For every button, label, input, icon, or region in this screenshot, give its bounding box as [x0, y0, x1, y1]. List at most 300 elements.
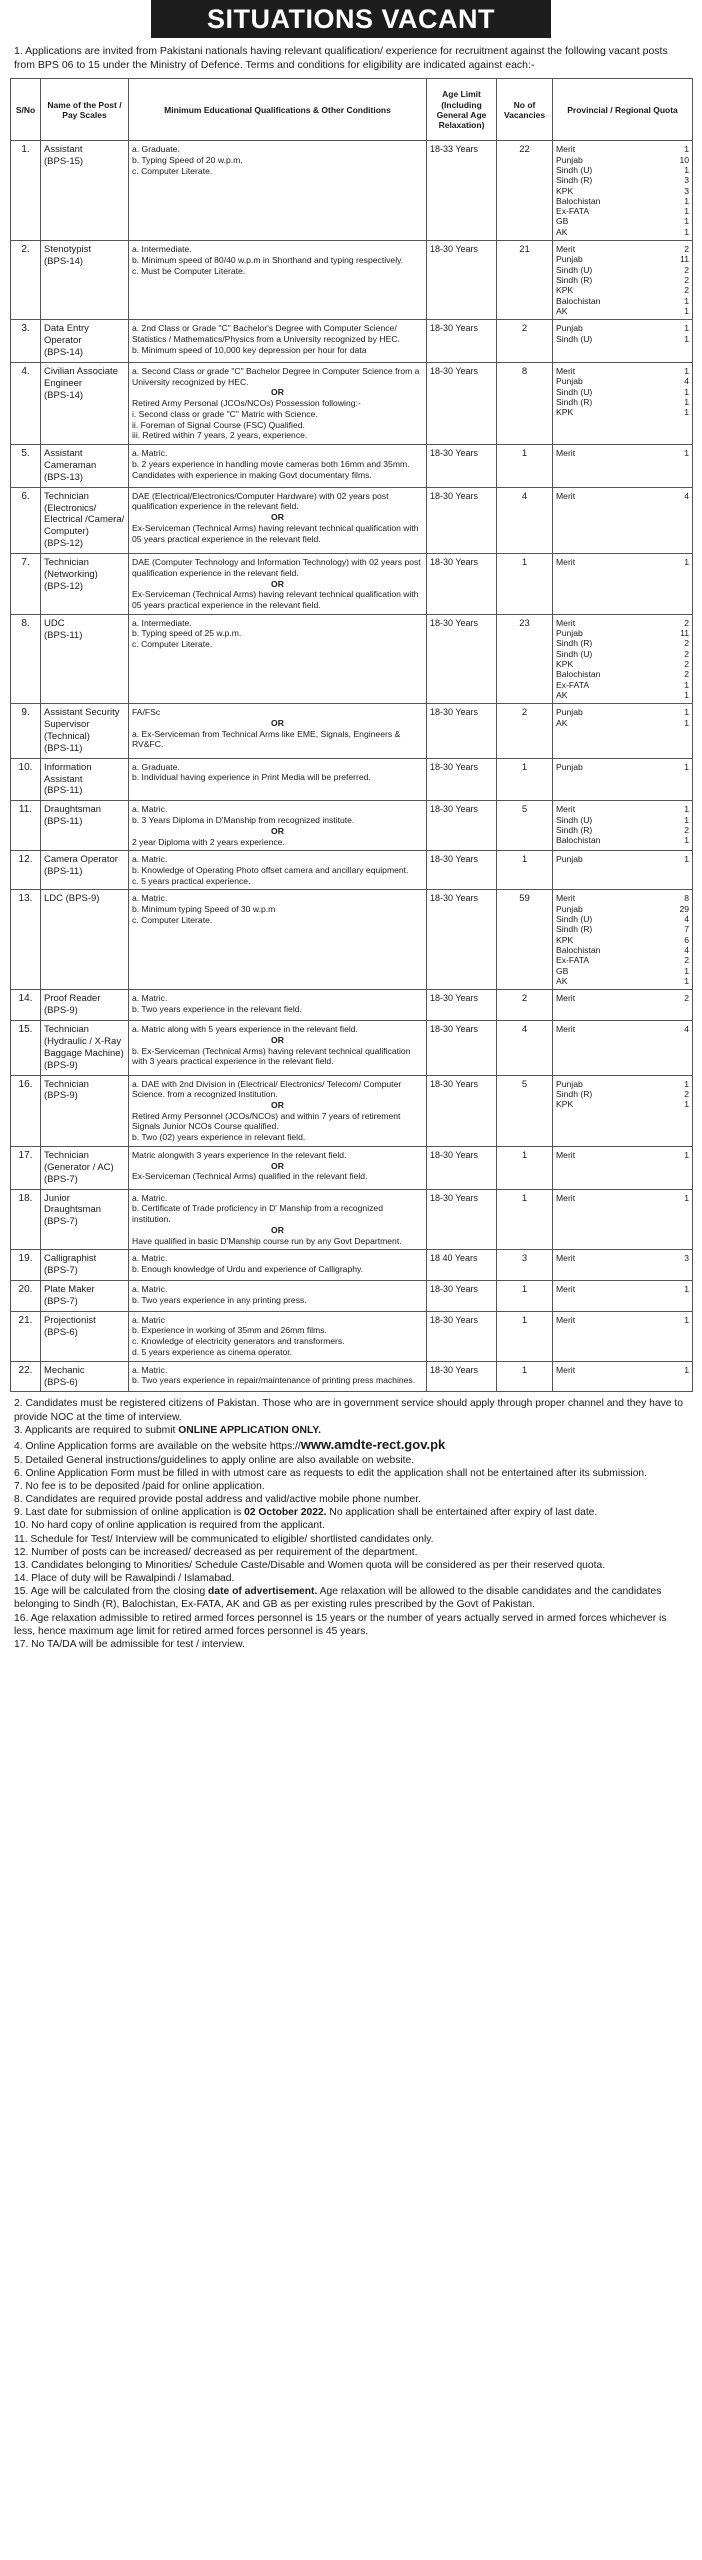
- qualification-line: c. Must be Computer Literate.: [132, 265, 246, 276]
- post-name: Projectionist: [44, 1314, 96, 1326]
- last-date: 02 October 2022.: [244, 1507, 327, 1519]
- quota-region: Balochistan: [556, 669, 601, 680]
- quota-count: 1: [684, 1192, 689, 1203]
- qualification-line: Matric alongwith 3 years experience In the relevant field.: [132, 1149, 347, 1160]
- quota-count: 1: [684, 333, 689, 344]
- qualification-line: a. Matric.: [132, 1253, 168, 1264]
- qualification-line: b. Minimum typing Speed of 30 w.p.m: [132, 904, 276, 915]
- qualifications-cell: [129, 614, 427, 704]
- quota-region: Punjab: [556, 1078, 583, 1089]
- qualification-line: Ex-Serviceman (Technical Arms) qualified in the relevant field.: [132, 1171, 368, 1182]
- table-row: [11, 1250, 693, 1281]
- quota-count: 4: [684, 1024, 689, 1035]
- quota-entry: [556, 1365, 689, 1375]
- vacancy-count: 1: [497, 758, 553, 801]
- header-qualifications: Minimum Educational Qualifications & Other Conditions: [129, 79, 427, 141]
- qualification-line: i. Second class or grade "C" Matric with Science.: [132, 408, 318, 419]
- vacancy-count: 1: [497, 1189, 553, 1250]
- quota-region: KPK: [556, 407, 574, 418]
- quota-entry: [556, 144, 689, 154]
- age-limit: 18-30 Years: [427, 851, 497, 890]
- table-row: [11, 1021, 693, 1076]
- quota-count: 1: [684, 804, 689, 815]
- quota-region: GB: [556, 216, 569, 227]
- qualification-line: b. Typing Speed of 20 w.p.m.: [132, 155, 243, 166]
- quota-region: Ex-FATA: [556, 679, 590, 690]
- qualification-line: b. Typing speed of 25 w.p.m.: [132, 628, 242, 639]
- quota-region: Sindh (U): [556, 814, 593, 825]
- age-limit: 18-30 Years: [427, 487, 497, 553]
- quota-count: 29: [679, 903, 689, 914]
- post-name-cell: [41, 1021, 129, 1076]
- term-17: 17. No TA/DA will be admissible for test / interview.: [14, 1638, 245, 1650]
- qualification-line: Retired Army Personnel (JCOs/NCOs) and within 7 years of retirement Signals Junior NCOs Course qualified.: [132, 1110, 401, 1132]
- vacancy-table: [10, 78, 693, 1392]
- qualifications-cell: [129, 1189, 427, 1250]
- quota-region: AK: [556, 226, 568, 237]
- pay-scale: (BPS-11): [44, 785, 83, 797]
- quota-count: 1: [684, 195, 689, 206]
- quota-count: 1: [684, 679, 689, 690]
- quota-region: Sindh (R): [556, 396, 593, 407]
- qualification-line: 2 year Diploma with 2 years experience.: [132, 836, 285, 847]
- age-limit: 18-30 Years: [427, 1361, 497, 1392]
- qualification-line: a. Intermediate.: [132, 244, 192, 255]
- quota-cell: [553, 890, 693, 990]
- quota-region: AK: [556, 975, 568, 986]
- quota-entry: [556, 893, 689, 903]
- post-name: Information Assistant: [44, 761, 92, 785]
- quota-region: Merit: [556, 1253, 576, 1264]
- quota-entry: [556, 993, 689, 1003]
- age-limit: 18-30 Years: [427, 758, 497, 801]
- vacancy-count: 2: [497, 704, 553, 759]
- post-name-cell: [41, 758, 129, 801]
- age-limit: 18-30 Years: [427, 1146, 497, 1189]
- qualifications-cell: [129, 141, 427, 241]
- quota-count: 1: [684, 1099, 689, 1110]
- quota-count: 1: [684, 396, 689, 407]
- term-8: 8. Candidates are required provide postal address and valid/active mobile phone number.: [14, 1494, 421, 1506]
- quota-count: 1: [684, 1284, 689, 1294]
- quota-entry: [556, 955, 689, 965]
- quota-entry: [556, 397, 689, 407]
- vacancy-count: 1: [497, 1281, 553, 1312]
- quota-region: Merit: [556, 617, 576, 628]
- vacancy-count: 1: [497, 1146, 553, 1189]
- qualification-line: a. Graduate.: [132, 761, 180, 772]
- serial-number: 20.: [11, 1281, 41, 1312]
- quota-region: Merit: [556, 993, 576, 1004]
- quota-count: 1: [684, 1078, 689, 1089]
- serial-number: 6.: [11, 487, 41, 553]
- qualifications-cell: [129, 1146, 427, 1189]
- header-vacancies: No of Vacancies: [497, 79, 553, 141]
- post-name-cell: [41, 141, 129, 241]
- quota-count: 4: [684, 914, 689, 925]
- qualification-line: a. Matric.: [132, 804, 168, 815]
- quota-region: Merit: [556, 365, 576, 376]
- post-name-cell: [41, 320, 129, 363]
- qualification-line: a. Matric.: [132, 448, 168, 459]
- age-limit: 18-30 Years: [427, 890, 497, 990]
- qualification-line: b. 2 years experience in handling movie cameras both 16mm and 35mm. Candidates with experience in making Govt documentary films.: [132, 458, 410, 480]
- term-15: 15. Age will be calculated from the closing date of advertisement. Age relaxation will be allowed to the disable candidates and the candidates belonging to Sindh (R), Balochistan, Ex-FATA, AK and GB as per existing rules prescribed by the Govt of Pakistan.: [14, 1586, 662, 1611]
- vacancy-count: 1: [497, 1361, 553, 1392]
- qualification-line: b. Two years experience in repair/maintenance of printing press machines.: [132, 1375, 416, 1386]
- online-only-notice: ONLINE APPLICATION ONLY.: [178, 1424, 321, 1436]
- qualification-line: a. Matric.: [132, 1284, 168, 1294]
- header-quota: Provincial / Regional Quota: [553, 79, 693, 141]
- post-name-cell: [41, 241, 129, 320]
- serial-number: 18.: [11, 1189, 41, 1250]
- qualification-line: FA/FSc: [132, 707, 161, 718]
- pay-scale: (BPS-9): [44, 1090, 78, 1102]
- quota-entry: [556, 407, 689, 417]
- quota-entry: [556, 387, 689, 397]
- quota-count: 2: [684, 264, 689, 275]
- quota-region: Sindh (U): [556, 264, 593, 275]
- post-name-cell: [41, 1281, 129, 1312]
- quota-count: 4: [684, 490, 689, 501]
- quota-region: Sindh (R): [556, 824, 593, 835]
- post-name: Stenotypist: [44, 244, 91, 256]
- quota-count: 4: [684, 945, 689, 956]
- age-limit: 18-30 Years: [427, 362, 497, 444]
- pay-scale: (BPS-13): [44, 471, 84, 483]
- qualification-line: c. Computer Literate.: [132, 639, 213, 650]
- quota-count: 1: [684, 226, 689, 237]
- table-header-row: [11, 79, 693, 141]
- post-name-cell: [41, 362, 129, 444]
- qualification-line: c. Knowledge of electricity generators and transformers.: [132, 1336, 345, 1347]
- post-name: Technician (Networking): [44, 557, 98, 580]
- or-separator: OR: [271, 387, 284, 398]
- quota-count: 6: [684, 934, 689, 945]
- quota-region: AK: [556, 305, 568, 316]
- quota-entry: [556, 296, 689, 306]
- post-name: Civilian Associate Engineer: [44, 365, 118, 389]
- qualifications-cell: [129, 890, 427, 990]
- quota-region: Punjab: [556, 254, 583, 265]
- post-name: Draughtsman: [44, 804, 102, 816]
- quota-count: 1: [684, 965, 689, 976]
- quota-entry: [556, 904, 689, 914]
- pay-scale: (BPS-11): [44, 866, 83, 878]
- quota-count: 1: [684, 386, 689, 397]
- quota-entry: [556, 165, 689, 175]
- age-limit: 18-30 Years: [427, 704, 497, 759]
- or-separator: OR: [271, 825, 284, 836]
- qualification-line: b. Ex-Serviceman (Technical Arms) having relevant technical qualification with 3 years practical experience in the relevant field.: [132, 1045, 411, 1067]
- quota-entry: [556, 804, 689, 814]
- table-row: [11, 1361, 693, 1392]
- qualification-line: b. Individual having experience in Print Media will be preferred.: [132, 772, 371, 783]
- post-name-cell: [41, 554, 129, 615]
- quota-count: 1: [684, 717, 689, 728]
- intro-paragraph: 1. Applications are invited from Pakistani nationals having relevant qualification/ experience for recruitment against the following vacant posts from BPS 06 to 15 under the Ministry of Defence. Terms and conditions for eligibility are indicated against each:-: [14, 45, 668, 71]
- quota-region: AK: [556, 689, 568, 700]
- quota-region: Sindh (U): [556, 164, 593, 175]
- quota-entry: [556, 854, 689, 864]
- quota-region: Sindh (U): [556, 386, 593, 397]
- age-limit: 18-30 Years: [427, 1075, 497, 1146]
- serial-number: 11.: [11, 801, 41, 851]
- serial-number: 15.: [11, 1021, 41, 1076]
- qualifications-cell: [129, 1281, 427, 1312]
- post-name-cell: [41, 1250, 129, 1281]
- age-limit: 18-30 Years: [427, 554, 497, 615]
- vacancy-count: 1: [497, 445, 553, 488]
- post-name-cell: [41, 990, 129, 1021]
- vacancy-count: 5: [497, 801, 553, 851]
- post-name: Junior Draughtsman: [44, 1192, 102, 1216]
- quota-region: KPK: [556, 1099, 574, 1110]
- table-row: [11, 851, 693, 890]
- or-separator: OR: [271, 1034, 284, 1045]
- post-name-cell: [41, 704, 129, 759]
- or-separator: OR: [271, 1160, 284, 1171]
- quota-entry: [556, 275, 689, 285]
- qualification-line: Ex-Serviceman (Technical Arms) having relevant technical qualification with 05 years practical experience in the relevant field.: [132, 522, 419, 544]
- quota-region: KPK: [556, 934, 574, 945]
- quota-entry: [556, 216, 689, 226]
- quota-count: 1: [684, 557, 689, 568]
- qualifications-cell: [129, 1021, 427, 1076]
- quota-entry: [556, 659, 689, 669]
- quota-count: 2: [684, 648, 689, 659]
- vacancy-count: 1: [497, 554, 553, 615]
- header-post: Name of the Post / Pay Scales: [41, 79, 129, 141]
- pay-scale: (BPS-11): [44, 816, 83, 828]
- vacancy-count: 1: [497, 851, 553, 890]
- quota-region: AK: [556, 717, 568, 728]
- quota-region: Merit: [556, 244, 576, 255]
- quota-entry: [556, 707, 689, 717]
- quota-entry: [556, 976, 689, 986]
- serial-number: 1.: [11, 141, 41, 241]
- age-limit: 18-30 Years: [427, 445, 497, 488]
- quota-count: 1: [684, 689, 689, 700]
- qualifications-cell: [129, 1361, 427, 1392]
- quota-region: Punjab: [556, 903, 583, 914]
- qualifications-cell: [129, 487, 427, 553]
- qualification-line: b. Two years experience in the relevant field.: [132, 1004, 302, 1015]
- vacancy-count: 59: [497, 890, 553, 990]
- quota-region: Merit: [556, 1314, 576, 1325]
- pay-scale: (BPS-14): [44, 389, 84, 401]
- post-name: Assistant: [44, 144, 83, 156]
- vacancy-count: 4: [497, 487, 553, 553]
- quota-entry: [556, 1253, 689, 1263]
- qualification-line: b. Enough knowledge of Urdu and experience of Calligraphy.: [132, 1263, 364, 1274]
- quota-cell: [553, 801, 693, 851]
- term-14: 14. Place of duty will be Rawalpindi / Islamabad.: [14, 1573, 235, 1585]
- quota-entry: [556, 366, 689, 376]
- quota-region: Merit: [556, 144, 576, 155]
- qualifications-cell: [129, 1250, 427, 1281]
- qualification-line: a. Matric.: [132, 893, 168, 904]
- quota-count: 2: [684, 617, 689, 628]
- post-name-cell: [41, 614, 129, 704]
- post-name-cell: [41, 445, 129, 488]
- serial-number: 4.: [11, 362, 41, 444]
- age-limit: 18-30 Years: [427, 320, 497, 363]
- quota-cell: [553, 614, 693, 704]
- quota-region: KPK: [556, 285, 574, 296]
- qualification-line: Have qualified in basic D'Manship course run by any Govt Department.: [132, 1235, 402, 1246]
- serial-number: 17.: [11, 1146, 41, 1189]
- quota-region: Balochistan: [556, 945, 601, 956]
- table-row: [11, 758, 693, 801]
- pay-scale: (BPS-9): [44, 1059, 78, 1071]
- qualifications-cell: [129, 990, 427, 1021]
- table-row: [11, 1189, 693, 1250]
- quota-entry: [556, 1099, 689, 1109]
- term-9: 9. Last date for submission of online application is 02 October 2022. No application shall be entertained after expiry of last date.: [14, 1507, 598, 1519]
- quota-cell: [553, 1250, 693, 1281]
- or-separator: OR: [271, 512, 284, 523]
- quota-count: 1: [684, 854, 689, 865]
- table-row: [11, 554, 693, 615]
- quota-count: 1: [684, 144, 689, 155]
- or-separator: OR: [271, 1100, 284, 1111]
- quota-region: Sindh (R): [556, 1088, 593, 1099]
- quota-entry: [556, 323, 689, 333]
- or-separator: OR: [271, 578, 284, 589]
- quota-cell: [553, 1021, 693, 1076]
- vacancy-count: 2: [497, 320, 553, 363]
- qualifications-cell: [129, 1311, 427, 1361]
- term-6: 6. Online Application Form must be filled in with utmost care as requests to edit the application shall not be entertained after its submission.: [14, 1467, 648, 1479]
- table-row: [11, 890, 693, 990]
- post-name-cell: [41, 801, 129, 851]
- post-name: Technician (Hydraulic / X-Ray Baggage Machine): [44, 1024, 124, 1059]
- quota-cell: [553, 704, 693, 759]
- post-name-cell: [41, 1189, 129, 1250]
- qualification-line: a. Matric.: [132, 1192, 168, 1203]
- serial-number: 2.: [11, 241, 41, 320]
- post-name: Technician (Generator / AC): [44, 1149, 114, 1173]
- quota-region: Merit: [556, 1284, 576, 1294]
- qualification-line: b. Minimum speed of 80/40 w.p.m in Shorthand and typing respectively.: [132, 254, 404, 265]
- post-name: Calligraphist: [44, 1253, 97, 1265]
- qualification-line: a. Ex-Serviceman from Technical Arms like EME, Signals, Engineers & RV&FC.: [132, 728, 401, 750]
- vacancy-table-body: [11, 141, 693, 1392]
- age-limit: 18-30 Years: [427, 1189, 497, 1250]
- quota-entry: [556, 306, 689, 316]
- post-name: UDC: [44, 617, 65, 629]
- quota-region: Sindh (U): [556, 914, 593, 925]
- post-name: LDC (BPS-9): [44, 893, 100, 905]
- quota-entry: [556, 1315, 689, 1325]
- quota-region: Merit: [556, 490, 576, 501]
- quota-count: 2: [684, 1088, 689, 1099]
- serial-number: 8.: [11, 614, 41, 704]
- quota-entry: [556, 924, 689, 934]
- quota-region: Sindh (U): [556, 333, 593, 344]
- quota-entry: [556, 669, 689, 679]
- term-4: 4. Online Application forms are available on the website https://www.amdte-rect.gov.pk: [14, 1436, 446, 1452]
- term-16: 16. Age relaxation admissible to retired armed forces personnel is 15 years or the number of years actually served in armed forces whichever is less, hence maximum age limit for retired armed forces personnel is 45 years.: [14, 1612, 667, 1637]
- quota-entry: [556, 254, 689, 264]
- quota-cell: [553, 758, 693, 801]
- quota-entry: [556, 945, 689, 955]
- qualification-line: b. 3 Years Diploma in D'Manship from recognized institute.: [132, 815, 355, 826]
- quota-entry: [556, 376, 689, 386]
- qualifications-cell: [129, 851, 427, 890]
- quota-count: 2: [684, 955, 689, 966]
- quota-region: KPK: [556, 185, 574, 196]
- quota-region: Punjab: [556, 323, 583, 334]
- post-name: Plate Maker: [44, 1284, 95, 1295]
- quota-region: Merit: [556, 1192, 576, 1203]
- qualification-line: a. Matric along with 5 years experience in the relevant field.: [132, 1024, 358, 1035]
- qualification-line: b. Two (02) years experience in relevant field.: [132, 1132, 306, 1143]
- age-limit: 18-30 Years: [427, 801, 497, 851]
- quota-region: Punjab: [556, 854, 583, 865]
- pay-scale: (BPS-12): [44, 538, 84, 550]
- terms-section: [14, 1397, 690, 1651]
- qualification-line: a. Matric.: [132, 854, 168, 865]
- quota-count: 2: [684, 658, 689, 669]
- quota-count: 1: [684, 164, 689, 175]
- quota-region: GB: [556, 965, 569, 976]
- quota-count: 1: [684, 814, 689, 825]
- age-limit: 18-33 Years: [427, 141, 497, 241]
- table-row: [11, 362, 693, 444]
- qualifications-cell: [129, 758, 427, 801]
- quota-entry: [556, 1079, 689, 1089]
- table-row: [11, 614, 693, 704]
- page-title: SITUATIONS VACANT: [151, 0, 551, 38]
- qualification-line: DAE (Electrical/Electronics/Computer Hardware) with 02 years post qualification experience in the relevant field.: [132, 490, 389, 512]
- quota-entry: [556, 762, 689, 772]
- quota-count: 1: [684, 323, 689, 334]
- quota-region: Sindh (R): [556, 275, 593, 286]
- quota-entry: [556, 186, 689, 196]
- website-link[interactable]: www.amdte-rect.gov.pk: [300, 1436, 446, 1452]
- quota-region: Sindh (R): [556, 638, 593, 649]
- qualification-line: a. Intermediate.: [132, 617, 192, 628]
- quota-region: Sindh (U): [556, 648, 593, 659]
- qualification-line: iii. Retired within 7 years, 2 years, experience.: [132, 430, 308, 441]
- quota-entry: [556, 1150, 689, 1160]
- serial-number: 13.: [11, 890, 41, 990]
- serial-number: 12.: [11, 851, 41, 890]
- table-row: [11, 1075, 693, 1146]
- quota-entry: [556, 966, 689, 976]
- age-limit: 18-30 Years: [427, 241, 497, 320]
- table-row: [11, 704, 693, 759]
- quota-count: 1: [684, 1364, 689, 1375]
- qualification-line: b. Knowledge of Operating Photo offset camera and ancillary equipment.: [132, 865, 409, 876]
- quota-region: Merit: [556, 448, 576, 459]
- table-row: [11, 1281, 693, 1312]
- quota-region: Merit: [556, 557, 576, 568]
- qualification-line: c. Computer Literate.: [132, 165, 213, 176]
- pay-scale: (BPS-6): [44, 1326, 78, 1338]
- quota-count: 2: [684, 669, 689, 680]
- quota-region: Balochistan: [556, 195, 601, 206]
- vacancy-count: 22: [497, 141, 553, 241]
- serial-number: 22.: [11, 1361, 41, 1392]
- term-12: 12. Number of posts can be increased/ decreased as per requirement of the department.: [14, 1546, 418, 1558]
- quota-count: 3: [684, 1253, 689, 1264]
- quota-count: 3: [684, 185, 689, 196]
- quota-cell: [553, 1281, 693, 1312]
- quota-count: 2: [684, 993, 689, 1004]
